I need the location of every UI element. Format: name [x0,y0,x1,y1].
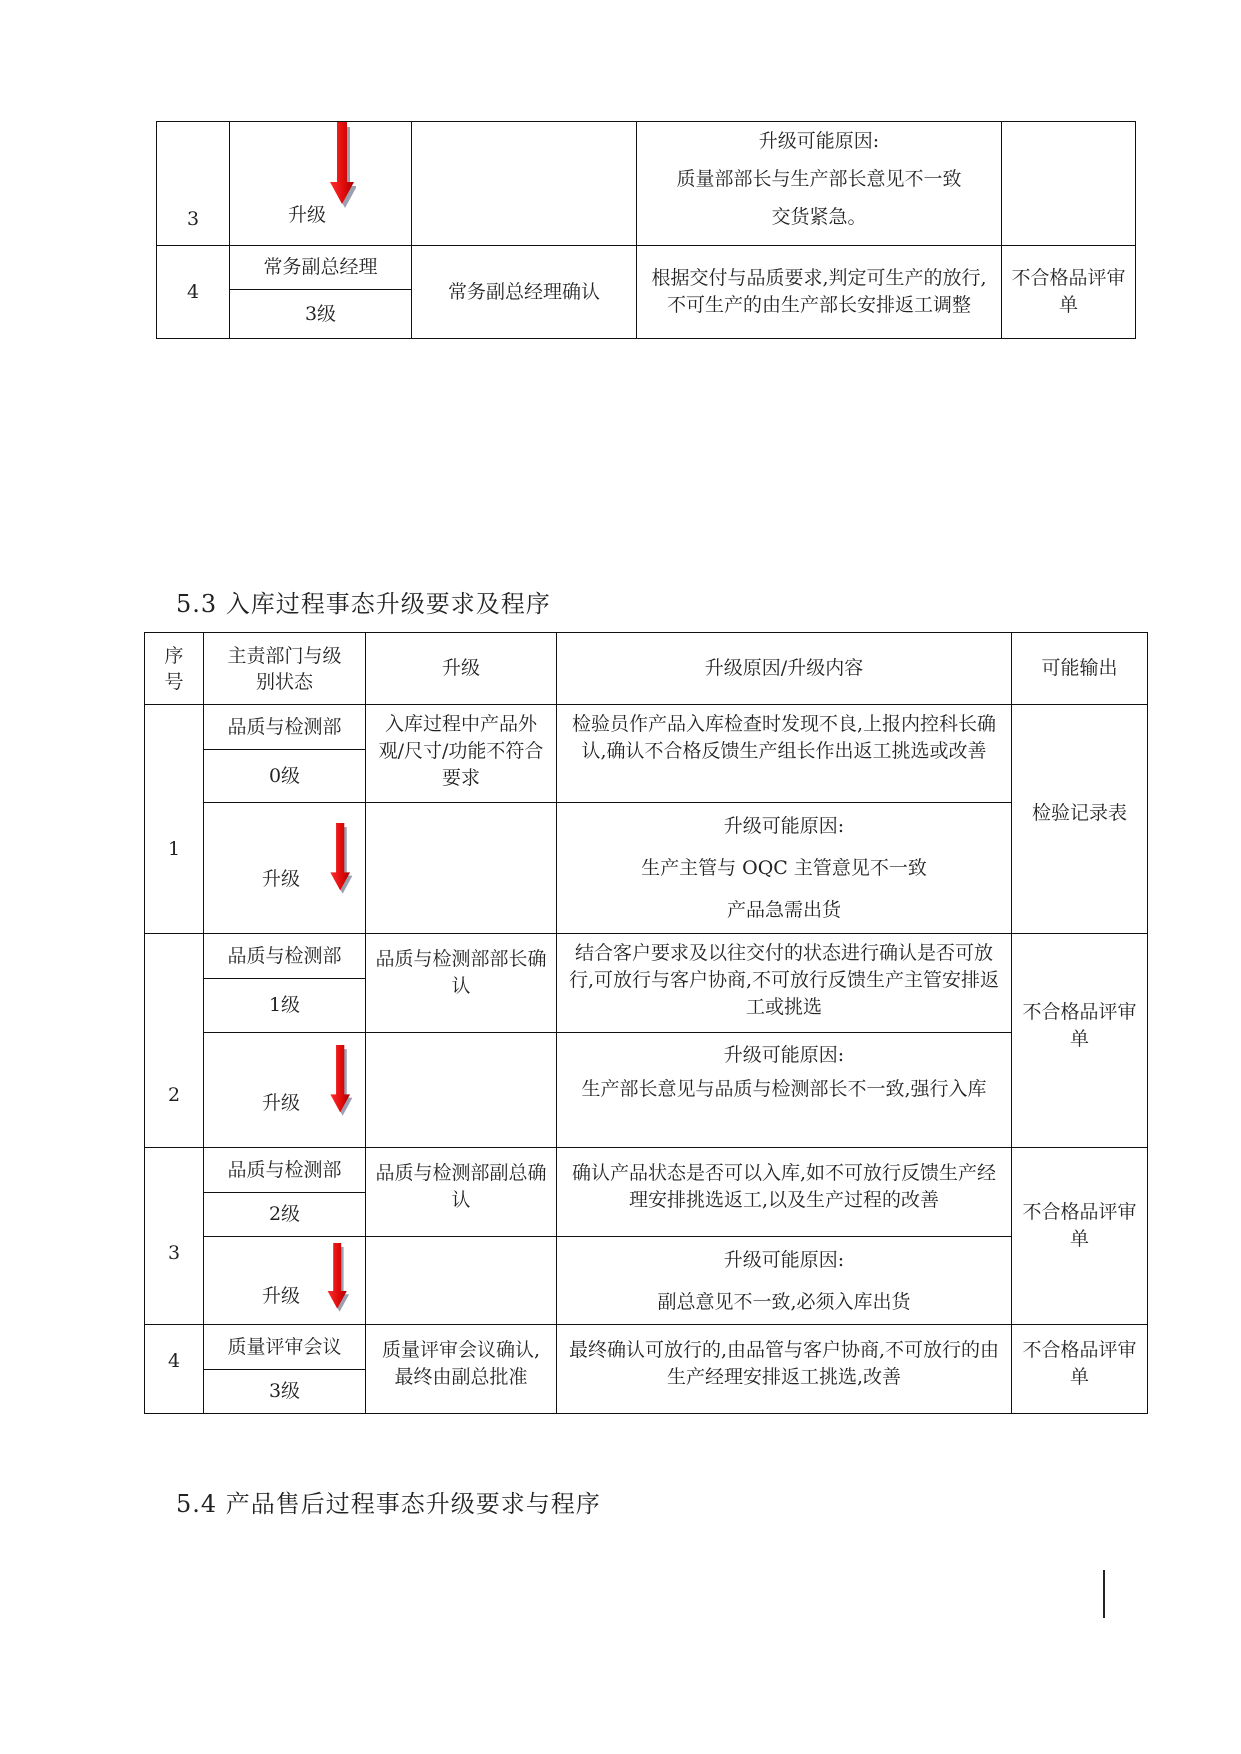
header-dept: 主责部门与级别状态 [204,633,366,705]
level-cell: 2级 [204,1193,366,1237]
upgrade-label: 升级 [288,204,327,226]
section-heading-5-3: 5.3 入库过程事态升级要求及程序 [176,590,551,618]
header-output: 可能输出 [1012,633,1148,705]
upgrade-reasons [557,803,1012,934]
upgrade-label: 升级 [262,868,301,890]
seq-cell: 4 [145,1325,204,1414]
dept-cell: 品质与检测部 [204,1148,366,1193]
down-arrow-icon [330,122,356,212]
margin-divider [1103,1570,1105,1618]
down-arrow-icon [330,1045,352,1119]
content-cell: 最终确认可放行的,由品管与客户协商,不可放行的由生产经理安排返工挑选,改善 [557,1325,1012,1414]
dept-cell: 品质与检测部 [204,934,366,979]
upgrade-cell [204,1033,366,1148]
reason-line: 产品急需出货 [726,899,841,921]
level-cell: 0级 [204,750,366,803]
reason-line: 升级可能原因: [723,1249,845,1271]
output-cell: 不合格品评审单 [1012,1148,1148,1325]
upgrade-label: 升级 [262,1092,301,1114]
level-cell: 3级 [204,1370,366,1414]
empty-cell [366,1033,557,1148]
upgrade-reasons [637,122,1002,246]
reason-line: 副总意见不一致,必须入库出货 [657,1291,911,1313]
reason-line: 升级可能原因: [723,1044,845,1066]
upgrade-cell [204,1237,366,1325]
empty-cell [412,122,637,246]
action-cell: 质量评审会议确认,最终由副总批准 [366,1325,557,1414]
dept-cell: 品质与检测部 [204,705,366,750]
reason-line: 升级可能原因: [758,130,880,152]
output-cell: 不合格品评审单 [1012,1325,1148,1414]
reason-line: 生产部长意见与品质与检测部长不一致,强行入库 [581,1078,987,1100]
reason-line: 升级可能原因: [723,815,845,837]
section-heading-5-4: 5.4 产品售后过程事态升级要求与程序 [176,1490,601,1518]
down-arrow-icon [324,1243,352,1315]
seq-cell: 4 [157,246,230,339]
seq-cell: 3 [145,1148,204,1325]
level-cell: 1级 [204,979,366,1033]
level-cell: 3级 [230,290,412,339]
header-seq: 序号 [145,633,204,705]
upgrade-cell [230,122,412,246]
output-cell: 检验记录表 [1012,705,1148,934]
header-content: 升级原因/升级内容 [557,633,1012,705]
reason-line: 质量部部长与生产部长意见不一致 [676,168,962,190]
upgrade-reasons [557,1033,1012,1148]
action-cell: 品质与检测部副总确认 [366,1148,557,1237]
action-cell: 入库过程中产品外观/尺寸/功能不符合要求 [366,705,557,803]
warehousing-escalation-table [144,632,1148,1414]
action-cell: 品质与检测部部长确认 [366,934,557,1033]
output-cell: 不合格品评审单 [1002,246,1136,339]
content-cell: 结合客户要求及以往交付的状态进行确认是否可放行,可放行与客户协商,不可放行反馈生产主管安排返工或挑选 [557,934,1012,1033]
seq-cell: 3 [157,122,230,246]
upgrade-label: 升级 [262,1285,301,1307]
output-cell: 不合格品评审单 [1012,934,1148,1148]
content-cell: 根据交付与品质要求,判定可生产的放行,不可生产的由生产部长安排返工调整 [637,246,1002,339]
content-cell: 确认产品状态是否可以入库,如不可放行反馈生产经理安排挑选返工,以及生产过程的改善 [557,1148,1012,1237]
content-cell: 检验员作产品入库检查时发现不良,上报内控科长确认,确认不合格反馈生产组长作出返工挑选或改善 [557,705,1012,803]
seq-cell: 2 [145,934,204,1148]
reason-line: 生产主管与 OQC 主管意见不一致 [641,857,927,879]
empty-cell [366,1237,557,1325]
empty-cell [1002,122,1136,246]
empty-cell [366,803,557,934]
dept-cell: 常务副总经理 [230,246,412,290]
escalation-table-continued [156,121,1136,339]
action-cell: 常务副总经理确认 [412,246,637,339]
down-arrow-icon [330,823,352,897]
header-upgrade: 升级 [366,633,557,705]
upgrade-cell [204,803,366,934]
upgrade-reasons [557,1237,1012,1325]
dept-cell: 质量评审会议 [204,1325,366,1370]
reason-line: 交货紧急。 [771,206,867,228]
seq-cell: 1 [145,705,204,934]
